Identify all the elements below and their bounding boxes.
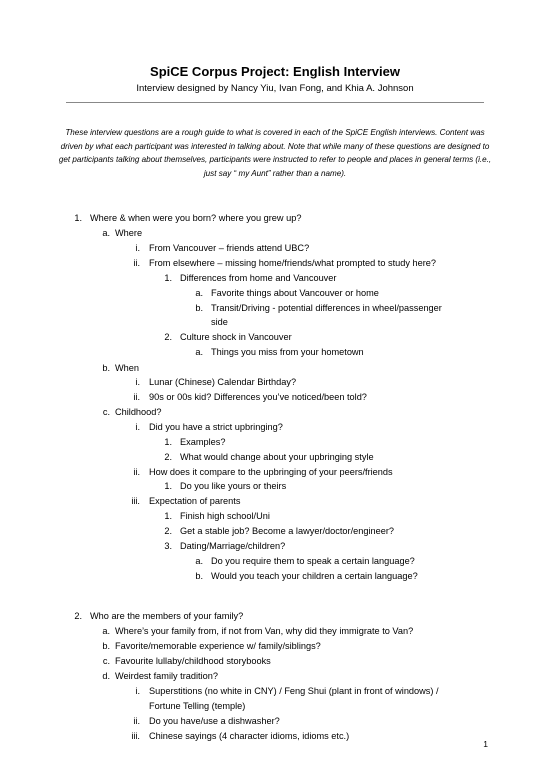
outline-item-text: Differences from home and Vancouver: [180, 273, 337, 283]
outline-item-text: Finish high school/Uni: [180, 511, 270, 521]
outline-marker: b.: [195, 303, 203, 313]
outline-marker: a.: [102, 228, 110, 238]
outline-item-text: Culture shock in Vancouver: [180, 332, 292, 342]
outline-item-text: Superstitions (no white in CNY) / Feng Shui (plant in front of windows) /: [149, 686, 439, 696]
outline-marker: a.: [102, 626, 110, 636]
outline-item-text: Did you have a strict upbringing?: [149, 422, 283, 432]
document-title: SpiCE Corpus Project: English Interview: [150, 64, 400, 79]
outline-item-text: Would you teach your children a certain language?: [211, 571, 418, 581]
outline-item-text: Do you require them to speak a certain language?: [211, 556, 415, 566]
outline-item-text: Examples?: [180, 437, 226, 447]
outline-item-text: Where & when were you born? where you grew up?: [90, 213, 302, 223]
outline-marker: ii.: [133, 258, 140, 268]
outline-item-text: From elsewhere – missing home/friends/what prompted to study here?: [149, 258, 436, 268]
outline-item-text: 90s or 00s kid? Differences you’ve noticed/been told?: [149, 392, 367, 402]
outline-marker: b.: [195, 571, 203, 581]
outline-marker: 2.: [74, 611, 82, 621]
outline-marker: c.: [102, 656, 110, 666]
outline-marker: i.: [135, 422, 140, 432]
outline-item-text: Do you like yours or theirs: [180, 481, 287, 491]
outline-item-text: Favorite things about Vancouver or home: [211, 288, 379, 298]
outline-item-text: Transit/Driving - potential differences in wheel/passenger: [211, 303, 442, 313]
outline-marker: 1.: [164, 437, 172, 447]
outline-marker: iii.: [131, 731, 140, 741]
outline-item-text: Fortune Telling (temple): [149, 701, 246, 711]
outline-marker: iii.: [131, 496, 140, 506]
outline-marker: 1.: [164, 511, 172, 521]
outline-item-text: How does it compare to the upbringing of your peers/friends: [149, 467, 393, 477]
outline-marker: d.: [102, 671, 110, 681]
outline-item-text: What would change about your upbringing style: [180, 452, 374, 462]
header-divider: [66, 102, 484, 103]
outline-marker: 2.: [164, 332, 172, 342]
outline-marker: i.: [135, 377, 140, 387]
outline-marker: a.: [195, 288, 203, 298]
outline-item-text: Weirdest family tradition?: [115, 671, 218, 681]
outline-marker: 1.: [74, 213, 82, 223]
outline-item-text: Get a stable job? Become a lawyer/doctor/engineer?: [180, 526, 394, 536]
outline-item-text: Who are the members of your family?: [90, 611, 244, 621]
outline-item-text: Do you have/use a dishwasher?: [149, 716, 280, 726]
outline-item-text: Where’s your family from, if not from Van, why did they immigrate to Van?: [115, 626, 414, 636]
outline-marker: 2.: [164, 526, 172, 536]
outline-marker: b.: [102, 363, 110, 373]
outline-item-text: Expectation of parents: [149, 496, 241, 506]
outline-marker: ii.: [133, 716, 140, 726]
outline-marker: ii.: [133, 467, 140, 477]
outline-marker: i.: [135, 686, 140, 696]
outline-item-text: Things you miss from your hometown: [211, 347, 364, 357]
document-subtitle: Interview designed by Nancy Yiu, Ivan Fong, and Khia A. Johnson: [136, 83, 414, 94]
outline-item-text: Dating/Marriage/children?: [180, 541, 286, 551]
outline-item-text: Where: [115, 228, 143, 238]
page-number: 1: [483, 739, 488, 749]
outline-marker: ii.: [133, 392, 140, 402]
outline-item-text: From Vancouver – friends attend UBC?: [149, 243, 310, 253]
outline-marker: c.: [102, 407, 110, 417]
outline-item-text: Favourite lullaby/childhood storybooks: [115, 656, 271, 666]
outline-marker: a.: [195, 347, 203, 357]
outline-item-text: side: [211, 317, 228, 327]
outline-marker: 3.: [164, 541, 172, 551]
outline-marker: b.: [102, 641, 110, 651]
outline-marker: i.: [135, 243, 140, 253]
outline-item-text: Lunar (Chinese) Calendar Birthday?: [149, 377, 297, 387]
outline-item-text: Childhood?: [115, 407, 162, 417]
outline-marker: 1.: [164, 273, 172, 283]
outline-marker: 2.: [164, 452, 172, 462]
intro-paragraph: These interview questions are a rough guide to what is covered in each of the SpiCE English interviews. Content was driven by what each participant was interested in talking about. Note that while many of these questions are designed to get participants talking about themselves, participants were instructed to refer to people and places in general terms (i.e., just say “ my Aunt” rather than a name).: [58, 128, 492, 179]
outline-item-text: Favorite/memorable experience w/ family/siblings?: [115, 641, 321, 651]
outline-marker: a.: [195, 556, 203, 566]
outline-item-text: When: [115, 363, 140, 373]
outline-marker: 1.: [164, 481, 172, 491]
outline-item-text: Chinese sayings (4 character idioms, idioms etc.): [149, 731, 350, 741]
